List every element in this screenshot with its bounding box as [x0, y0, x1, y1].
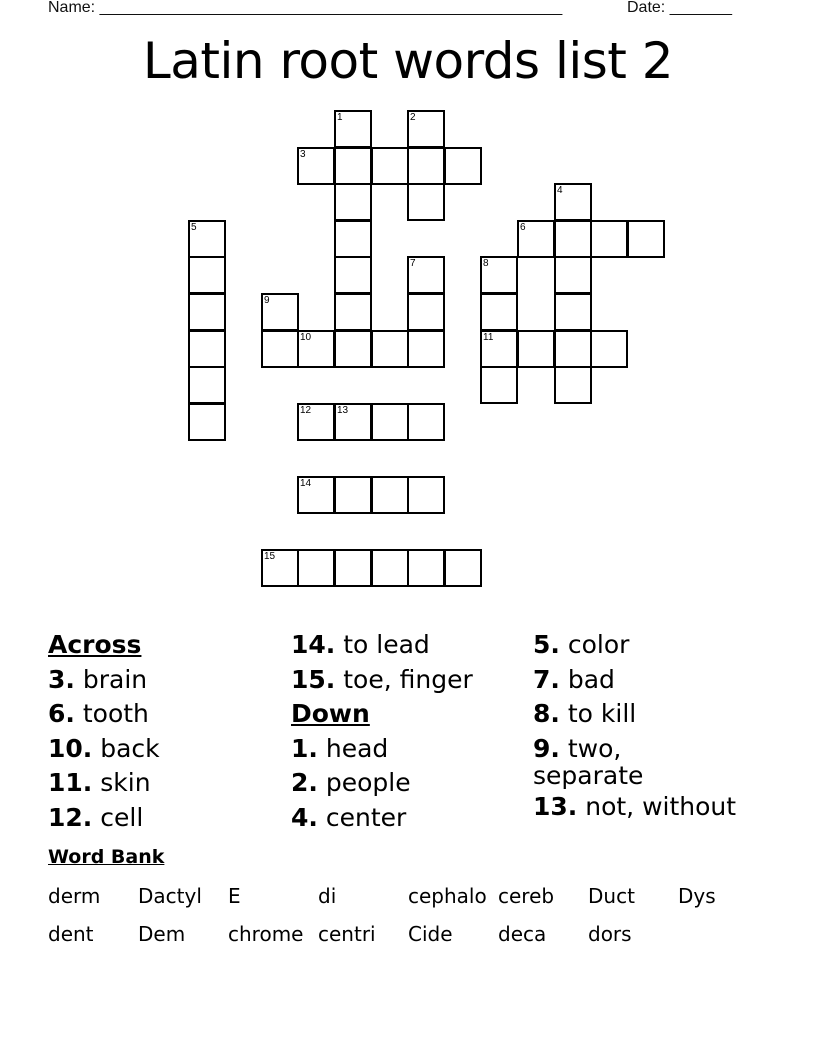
grid-cell[interactable]	[261, 549, 299, 587]
clue-text: people	[317, 768, 411, 797]
clue-item	[533, 790, 736, 825]
grid-cell[interactable]	[407, 256, 445, 294]
clue-number: 14.	[291, 630, 336, 659]
grid-cell[interactable]	[444, 549, 482, 587]
word-bank-item: chrome	[228, 922, 304, 946]
grid-cell[interactable]	[188, 403, 226, 441]
word-bank-item: derm	[48, 884, 101, 908]
word-bank-item: cephalo	[408, 884, 487, 908]
clue-text: bad	[559, 664, 615, 694]
grid-cell[interactable]	[261, 293, 299, 331]
clue-text: toe, finger	[335, 664, 473, 694]
clue-item	[291, 766, 473, 801]
grid-cell[interactable]	[554, 220, 592, 258]
across-heading: Across	[48, 630, 142, 659]
clue-text: back	[92, 733, 160, 763]
page-title: Latin root words list 2	[142, 32, 674, 90]
clue-number: 4.	[291, 802, 318, 832]
clue-item	[291, 663, 473, 698]
word-bank-item: dors	[588, 922, 632, 946]
clue-number: 7	[410, 258, 416, 269]
clue-number: 8	[483, 258, 489, 269]
clue-item	[291, 801, 473, 836]
clue-text: two,	[559, 733, 622, 763]
clue-number: 7.	[533, 664, 560, 694]
clue-number: 12	[300, 405, 312, 416]
clue-number: 14	[300, 478, 312, 489]
word-bank-item: E	[228, 884, 241, 908]
clue-item	[48, 766, 160, 801]
grid-cell[interactable]	[407, 183, 445, 221]
clue-number: 3	[300, 149, 306, 160]
grid-cell[interactable]	[480, 330, 518, 368]
clue-column-2	[291, 628, 473, 835]
word-bank-item: dent	[48, 922, 94, 946]
grid-cell[interactable]	[188, 366, 226, 404]
grid-cell[interactable]	[334, 549, 372, 587]
clue-number: 15.	[291, 664, 336, 694]
grid-cell[interactable]	[334, 110, 372, 148]
clue-number: 1	[337, 112, 343, 123]
grid-cell[interactable]	[517, 220, 555, 258]
grid-cell[interactable]	[297, 549, 335, 587]
clue-item	[533, 732, 736, 791]
clue-item	[291, 628, 473, 663]
grid-cell[interactable]	[407, 476, 445, 514]
grid-cell[interactable]	[407, 293, 445, 331]
grid-cell[interactable]	[334, 256, 372, 294]
clue-number: 2	[410, 112, 416, 123]
grid-cell[interactable]	[188, 293, 226, 331]
clue-number: 9	[264, 295, 270, 306]
clue-item	[48, 732, 160, 767]
grid-cell[interactable]	[371, 476, 409, 514]
word-bank-item: Dactyl	[138, 884, 202, 908]
word-bank-item: Cide	[408, 922, 453, 946]
clue-number: 8.	[533, 699, 560, 728]
clue-text: center	[317, 802, 407, 832]
grid-cell[interactable]	[371, 403, 409, 441]
grid-cell[interactable]	[407, 403, 445, 441]
grid-cell[interactable]	[297, 330, 335, 368]
clue-number: 5	[191, 222, 197, 233]
clue-text-continued: separate	[533, 761, 644, 790]
grid-cell[interactable]	[554, 366, 592, 404]
grid-cell[interactable]	[554, 256, 592, 294]
grid-cell[interactable]	[297, 147, 335, 185]
word-bank-item: Dem	[138, 922, 186, 946]
grid-cell[interactable]	[188, 220, 226, 258]
grid-cell[interactable]	[371, 330, 409, 368]
grid-cell[interactable]	[444, 147, 482, 185]
clue-number: 13	[337, 405, 349, 416]
clue-item	[48, 801, 160, 836]
grid-cell[interactable]	[334, 220, 372, 258]
grid-cell[interactable]	[371, 147, 409, 185]
grid-cell[interactable]	[334, 330, 372, 368]
clue-text: head	[317, 733, 389, 763]
name-field-label: Name: ____________________________________________________	[48, 0, 563, 16]
clue-text: tooth	[74, 699, 149, 728]
clue-number: 5.	[533, 630, 560, 659]
grid-cell[interactable]	[517, 330, 555, 368]
clue-text: to lead	[335, 630, 430, 659]
grid-cell[interactable]	[188, 330, 226, 368]
word-bank-item: deca	[498, 922, 547, 946]
clue-number: 11	[483, 332, 494, 343]
clue-number: 11.	[48, 768, 93, 797]
clue-item	[533, 663, 736, 698]
grid-cell[interactable]	[188, 256, 226, 294]
grid-cell[interactable]	[480, 293, 518, 331]
clue-item	[48, 697, 160, 732]
grid-cell[interactable]	[334, 293, 372, 331]
clue-number: 3.	[48, 664, 75, 694]
grid-cell[interactable]	[480, 256, 518, 294]
grid-cell[interactable]	[407, 549, 445, 587]
grid-cell[interactable]	[554, 293, 592, 331]
clue-number: 1.	[291, 733, 318, 763]
grid-cell[interactable]	[261, 330, 299, 368]
grid-cell[interactable]	[554, 330, 592, 368]
grid-cell[interactable]	[407, 330, 445, 368]
grid-cell[interactable]	[371, 549, 409, 587]
clue-number: 6.	[48, 699, 75, 728]
clue-text: not, without	[577, 792, 737, 821]
grid-cell[interactable]	[334, 403, 372, 441]
clue-item	[533, 697, 736, 732]
grid-cell[interactable]	[334, 476, 372, 514]
clue-text: color	[559, 630, 630, 659]
clue-column-3	[533, 628, 736, 825]
clue-number: 6	[520, 222, 526, 233]
clue-number: 2.	[291, 768, 318, 797]
word-bank-item: Duct	[588, 884, 635, 908]
clue-text: skin	[92, 768, 151, 797]
clue-item	[48, 663, 160, 698]
clue-number: 9.	[533, 733, 560, 763]
clue-number: 10	[300, 332, 312, 343]
grid-cell[interactable]	[334, 183, 372, 221]
grid-cell[interactable]	[590, 220, 628, 258]
clue-text: brain	[74, 664, 148, 694]
word-bank-title: Word Bank	[48, 846, 165, 868]
grid-cell[interactable]	[297, 403, 335, 441]
date-field-label: Date: _______	[627, 0, 732, 16]
grid-cell[interactable]	[297, 476, 335, 514]
grid-cell[interactable]	[334, 147, 372, 185]
word-bank-item: cereb	[498, 884, 555, 908]
clue-number: 12.	[48, 802, 93, 832]
down-heading: Down	[291, 699, 370, 728]
clue-item	[291, 732, 473, 767]
grid-cell[interactable]	[407, 147, 445, 185]
grid-cell[interactable]	[554, 183, 592, 221]
clue-number: 13.	[533, 792, 578, 821]
clue-item	[533, 628, 736, 663]
clue-column-1	[48, 628, 160, 835]
grid-cell[interactable]	[480, 366, 518, 404]
word-bank-item: Dys	[678, 884, 716, 908]
word-bank-item: di	[318, 884, 337, 908]
grid-cell[interactable]	[627, 220, 665, 258]
grid-cell[interactable]	[407, 110, 445, 148]
clue-text: cell	[92, 802, 144, 832]
grid-cell[interactable]	[590, 330, 628, 368]
word-bank-item: centri	[318, 922, 376, 946]
clue-number: 10.	[48, 733, 93, 763]
clue-text: to kill	[559, 699, 637, 728]
clue-number: 15	[264, 551, 276, 562]
clue-number: 4	[557, 185, 563, 196]
